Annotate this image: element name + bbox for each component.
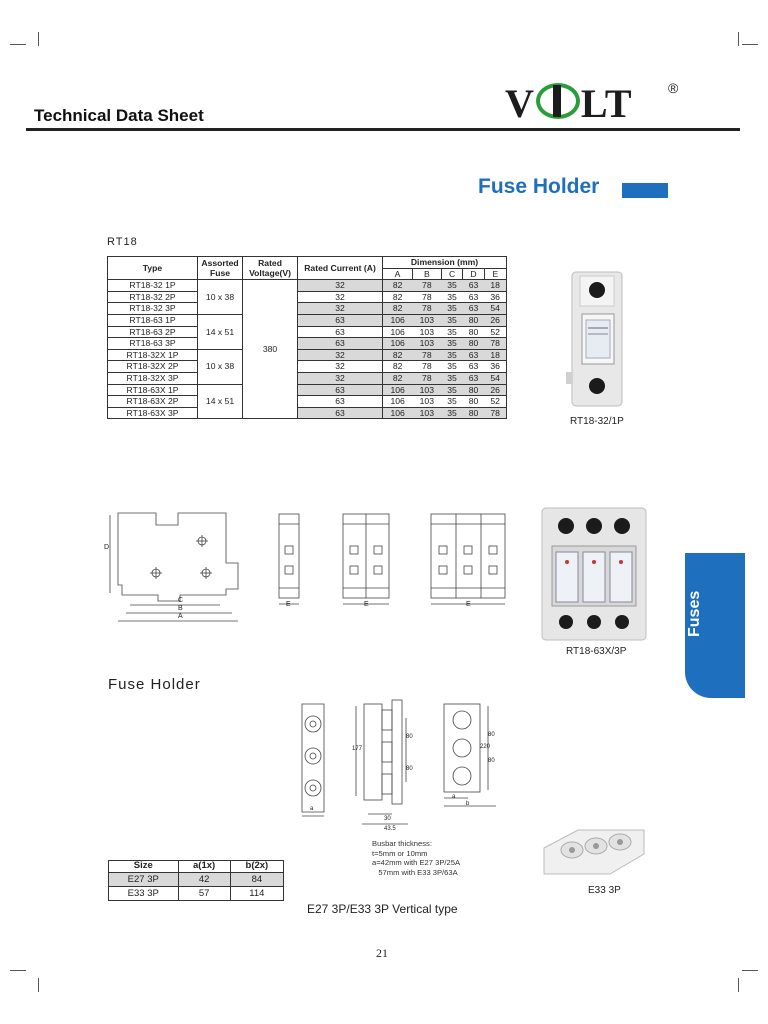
cell-dim: 63 [463,361,484,373]
cell-dim: 54 [484,372,506,384]
cell-current: 63 [298,314,383,326]
section-title: Fuse Holder [478,175,600,198]
cell-dim: 35 [441,349,462,361]
cell-dim: 35 [441,372,462,384]
cell-dim: 35 [441,280,462,292]
dim-col-c: C [441,268,462,280]
cell-dim: 103 [412,326,441,338]
cell-current: 63 [298,407,383,419]
table-row [108,291,507,303]
cell-dim: 35 [441,361,462,373]
cell-type: RT18-63 1P [108,314,198,326]
cell-type: RT18-63X 1P [108,384,198,396]
busbar-line: 57mm with E33 3P/63A [372,867,458,877]
cell-fuse: 14 x 51 [198,314,243,349]
photo-caption-e33: E33 3P [588,885,621,896]
cell-dim: 106 [383,314,413,326]
cell-dim: 35 [441,326,462,338]
cell-type: RT18-63X 3P [108,407,198,419]
size-cell: 42 [178,872,230,886]
dim-label-b: B [178,605,183,612]
cell-dim: 36 [484,361,506,373]
dim-col-d: D [463,268,484,280]
cell-dim: 35 [441,314,462,326]
dim-label-a: A [178,613,183,620]
cell-current: 63 [298,338,383,350]
size-row [109,886,284,900]
cell-type: RT18-32X 3P [108,372,198,384]
cell-dim: 63 [463,303,484,315]
rt18-spec-table [107,256,507,419]
cell-dim: 80 [463,314,484,326]
cell-current: 32 [298,280,383,292]
dim-80-lower: 80 [406,766,413,772]
document-title: Technical Data Sheet [34,106,204,125]
cell-voltage: 380 [243,280,298,419]
table-row [108,372,507,384]
cell-type: RT18-32 3P [108,303,198,315]
cell-fuse: 14 x 51 [198,384,243,419]
dim-label-d: D [104,544,110,551]
cell-current: 32 [298,291,383,303]
col-voltage: Rated Voltage(V) [243,257,298,280]
cell-current: 63 [298,326,383,338]
cell-dim: 80 [463,384,484,396]
table-row [108,361,507,373]
cell-type: RT18-32 2P [108,291,198,303]
front-drawing-2p [340,510,392,610]
cell-dim: 106 [383,396,413,408]
e33-3p-photo [538,820,650,880]
table-row [108,396,507,408]
cell-dim: 63 [463,291,484,303]
registered-mark: ® [668,80,679,96]
size-cell: 57 [178,886,230,900]
size-col-size: Size [109,861,179,873]
col-fuse: Assorted Fuse [198,257,243,280]
cell-dim: 78 [412,361,441,373]
cell-current: 32 [298,372,383,384]
table-row [108,338,507,350]
cell-dim: 80 [463,338,484,350]
dim-80-rear-lower: 80 [488,758,495,764]
size-row [109,872,284,886]
table-row [108,314,507,326]
side-dimension-drawing [100,505,250,630]
dim-col-a: A [383,268,413,280]
cell-type: RT18-32X 2P [108,361,198,373]
cell-dim: 78 [484,338,506,350]
table-row [108,280,507,292]
cell-dim: 103 [412,314,441,326]
size-cell: 114 [230,886,283,900]
cell-dim: 82 [383,361,413,373]
cell-dim: 63 [463,349,484,361]
cell-dim: 82 [383,372,413,384]
dim-a-front: a [310,806,314,812]
cell-dim: 82 [383,303,413,315]
rt18-label: RT18 [107,236,138,248]
cell-dim: 36 [484,291,506,303]
cell-dim: 103 [412,396,441,408]
cell-current: 32 [298,349,383,361]
cell-dim: 35 [441,338,462,350]
dim-80-rear-upper: 80 [488,732,495,738]
cell-dim: 18 [484,280,506,292]
cell-dim: 106 [383,326,413,338]
cell-dim: 82 [383,291,413,303]
cell-dim: 63 [463,372,484,384]
rt18-63x-3p-photo [538,504,650,644]
cell-dim: 78 [412,372,441,384]
cell-dim: 54 [484,303,506,315]
vertical-type-caption: E27 3P/E33 3P Vertical type [307,902,458,916]
photo-caption-triple: RT18-63X/3P [566,646,627,657]
section-accent-bar [622,183,668,198]
col-type: Type [108,257,198,280]
cell-dim: 78 [412,291,441,303]
col-dimension: Dimension (mm) [383,257,507,269]
table-row [108,407,507,419]
cell-type: RT18-32 1P [108,280,198,292]
page-number: 21 [376,946,388,960]
dim-col-b: B [412,268,441,280]
cell-dim: 82 [383,349,413,361]
vertical-holder-rear-drawing [440,700,500,810]
cell-type: RT18-63 2P [108,326,198,338]
dim-43-5: 43.5 [384,826,396,832]
cell-fuse: 10 x 38 [198,349,243,384]
photo-caption-single: RT18-32/1P [570,416,624,427]
size-col-a: a(1x) [178,861,230,873]
cell-current: 63 [298,384,383,396]
cell-dim: 80 [463,326,484,338]
dim-label-c: C [178,597,184,604]
cell-type: RT18-63X 2P [108,396,198,408]
size-cell: E27 3P [109,872,179,886]
cell-dim: 82 [383,280,413,292]
front-drawing-3p [428,510,508,610]
cell-dim: 78 [412,349,441,361]
size-table [108,860,284,901]
cell-dim: 26 [484,384,506,396]
cell-dim: 52 [484,326,506,338]
cell-type: RT18-63 3P [108,338,198,350]
dim-177: 177 [352,746,363,752]
dim-col-e: E [484,268,506,280]
cell-dim: 35 [441,396,462,408]
fuse-holder-subtitle: Fuse Holder [108,676,201,693]
dim-b-rear: b [466,801,470,807]
vertical-holder-front-drawing [296,700,330,820]
cell-dim: 35 [441,303,462,315]
cell-dim: 35 [441,291,462,303]
size-cell: E33 3P [109,886,179,900]
dim-a-rear: a [452,794,456,800]
cell-dim: 106 [383,338,413,350]
cell-dim: 80 [463,396,484,408]
size-cell: 84 [230,872,283,886]
cell-current: 32 [298,303,383,315]
header-rule [26,128,740,131]
cell-dim: 106 [383,384,413,396]
busbar-line: a=42mm with E27 3P/25A [372,858,461,867]
cell-dim: 26 [484,314,506,326]
table-row [108,303,507,315]
vertical-holder-side-drawing [348,696,418,832]
dim-label-e-1p: E [286,601,291,608]
cell-type: RT18-32X 1P [108,349,198,361]
cell-dim: 78 [412,280,441,292]
cell-dim: 63 [463,280,484,292]
dim-label-e-3p: E [466,601,471,608]
cell-dim: 35 [441,407,462,419]
cell-dim: 103 [412,407,441,419]
cell-dim: 106 [383,407,413,419]
cell-current: 63 [298,396,383,408]
cell-dim: 78 [484,407,506,419]
rt18-32-1p-photo [566,268,630,410]
dim-80-upper: 80 [406,734,413,740]
cell-dim: 35 [441,384,462,396]
busbar-note [372,839,460,877]
busbar-line: Busbar thickness: [372,839,432,848]
cell-dim: 78 [412,303,441,315]
col-current: Rated Current (A) [298,257,383,280]
cell-fuse: 10 x 38 [198,280,243,315]
dim-30: 30 [384,816,391,822]
volt-logo: V LT [505,81,633,126]
table-row [108,384,507,396]
busbar-line: t=5mm or 10mm [372,848,428,858]
cell-dim: 52 [484,396,506,408]
fuses-tab-label: Fuses [686,590,703,638]
size-col-b: b(2x) [230,861,283,873]
cell-current: 32 [298,361,383,373]
table-row [108,326,507,338]
front-drawing-1p [276,510,302,610]
table-row [108,349,507,361]
cell-dim: 103 [412,384,441,396]
cell-dim: 18 [484,349,506,361]
dim-label-e-2p: E [364,601,369,608]
cell-dim: 80 [463,407,484,419]
cell-dim: 103 [412,338,441,350]
dim-220: 220 [480,744,491,750]
